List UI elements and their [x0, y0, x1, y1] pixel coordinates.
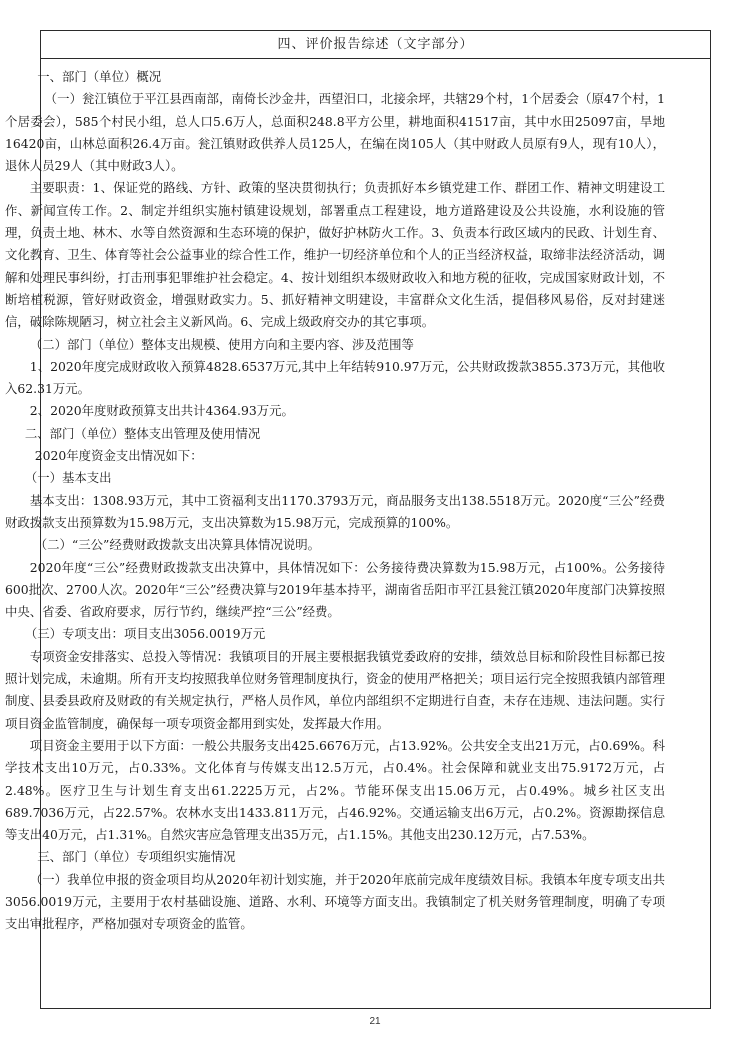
heading-dept-overview: 一、部门（单位）概况 [37, 69, 162, 84]
report-body [5, 66, 665, 936]
paragraph-budget: 2、2020年度财政预算支出共计4364.93万元。 [29, 403, 294, 419]
heading-special-expenditure: （三）专项支出：项目支出3056.0019万元 [24, 626, 266, 642]
paragraph-three-public: 2020年度“三公”经费财政拨款支出决算中，具体情况如下：公务接待费决算数为15.98万元，占100%。公务接待600批次、2700人次。2020年“三公”经费决算与2019年基本持平，湖南省岳阳市平江县瓮江镇2020年度部门决算按照中央、省委、省政府要求，厉行节约，继续严控“三公”经费。 [5, 559, 665, 620]
paragraph-revenue: 1、2020年度完成财政收入预算4828.6537万元,其中上年结转910.97万元，公共财政拨款3855.373万元，其他收入62.31万元。 [5, 358, 665, 397]
paragraph-fund-usage: 项目资金主要用于以下方面：一般公共服务支出425.6676万元，占13.92%。公共安全支出21万元，占0.69%。科学技术支出10万元，占0.33%。文化体育与传媒支出12.5万元，占0.4%。社会保障和就业支出75.9172万元，占2.48%。医疗卫生与计划生育支出61.2225万元，占2%。节能环保支出15.06万元，占0.49%。城乡社区支出689.7036万元，占22.57%。农林水支出1433.811万元，占46.92%。交通运输支出6万元，占0.2%。资源勘探信息等支出40万元，占1.31%。自然灾害应急管理支出35万元，占1.15%。其他支出230.12万元，占7.53%。 [5, 737, 665, 843]
paragraph-implementation: （一）我单位申报的资金项目均从2020年初计划实施，并于2020年底前完成年度绩效目标。我镇本年度专项支出共3056.0019万元，主要用于农村基础设施、道路、水利、环境等方面支出。我镇制定了机关财务管理制度，明确了专项支出审批程序，严格加强对专项资金的监管。 [5, 871, 665, 932]
heading-expenditure-management: 二、部门（单位）整体支出管理及使用情况 [24, 425, 261, 441]
heading-special-implementation: 三、部门（单位）专项组织实施情况 [37, 849, 236, 865]
paragraph-duties: 主要职责：1、保证党的路线、方针、政策的坚决贯彻执行；负责抓好本乡镇党建工作、群团工作、精神文明建设工作、新闻宣传工作。2、制定并组织实施村镇建设规划，部署重点工程建设，地方道路建设及公共设施，水利设施的管理，负责土地、林木、水等自然资源和生态环境的保护，做好护林防火工作。3、负责本行政区域内的民政、计划生育、文化教育、卫生、体育等社会公益事业的综合性工作，维护一切经济单位和个人的正当经济权益，取缔非法经济活动，调解和处理民事纠纷，打击刑事犯罪维护社会稳定。4、按计划组织本级财政收入和地方税的征收，完成国家财政计划，不断培植税源，管好财政资金，增强财政实力。5、抓好精神文明建设，丰富群众文化生活，提倡移风易俗，反对封建迷信，破除陈规陋习，树立社会主义新风尚。6、完成上级政府交办的其它事项。 [5, 180, 665, 330]
heading-overall-expenditure: （二）部门（单位）整体支出规模、使用方向和主要内容、涉及范围等 [29, 336, 414, 352]
paragraph-overview: （一）瓮江镇位于平江县西南部，南倚长沙金井，西望汨口，北接余坪，共辖29个村，1个居委会（原47个村，1个居委会），585个村民小组，总人口5.6万人，总面积248.8平方公里，耕地面积41517亩，其中水田25097亩，旱地16420亩，山林总面积26.4万亩。瓮江镇财政供养人员125人，在编在岗105人（其中财政人员原有9人，现有10人），退休人员29人（其中财政3人）。 [5, 91, 665, 174]
heading-three-public: （二）“三公”经费财政拨款支出决算具体情况说明。 [34, 537, 321, 553]
paragraph-2020-expenditure: 2020年度资金支出情况如下： [34, 448, 203, 464]
page-number: 21 [369, 1016, 381, 1027]
heading-basic-expenditure: （一）基本支出 [24, 470, 112, 486]
section-title: 四、评价报告综述（文字部分） [41, 31, 710, 59]
paragraph-basic-expenditure: 基本支出：1308.93万元，其中工资福利支出1170.3793万元，商品服务支出138.5518万元。2020度“三公”经费财政拨款支出预算数为15.98万元，支出决算数为15.98万元，完成预算的100%。 [5, 492, 665, 530]
paragraph-special-funds: 专项资金安排落实、总投入等情况：我镇项目的开展主要根据我镇党委政府的安排，绩效总目标和阶段性目标都已按照计划完成，未逾期。所有开支均按照我单位财务管理制度执行，资金的使用严格把关；项目运行完全按照我镇内部管理制度、县委县政府及财政的有关规定执行，严格人员作风，单位内部组织不定期进行自查，未存在违规、违法问题。实行项目资金监管制度，确保每一项专项资金都用到实处，发挥最大作用。 [5, 648, 665, 731]
